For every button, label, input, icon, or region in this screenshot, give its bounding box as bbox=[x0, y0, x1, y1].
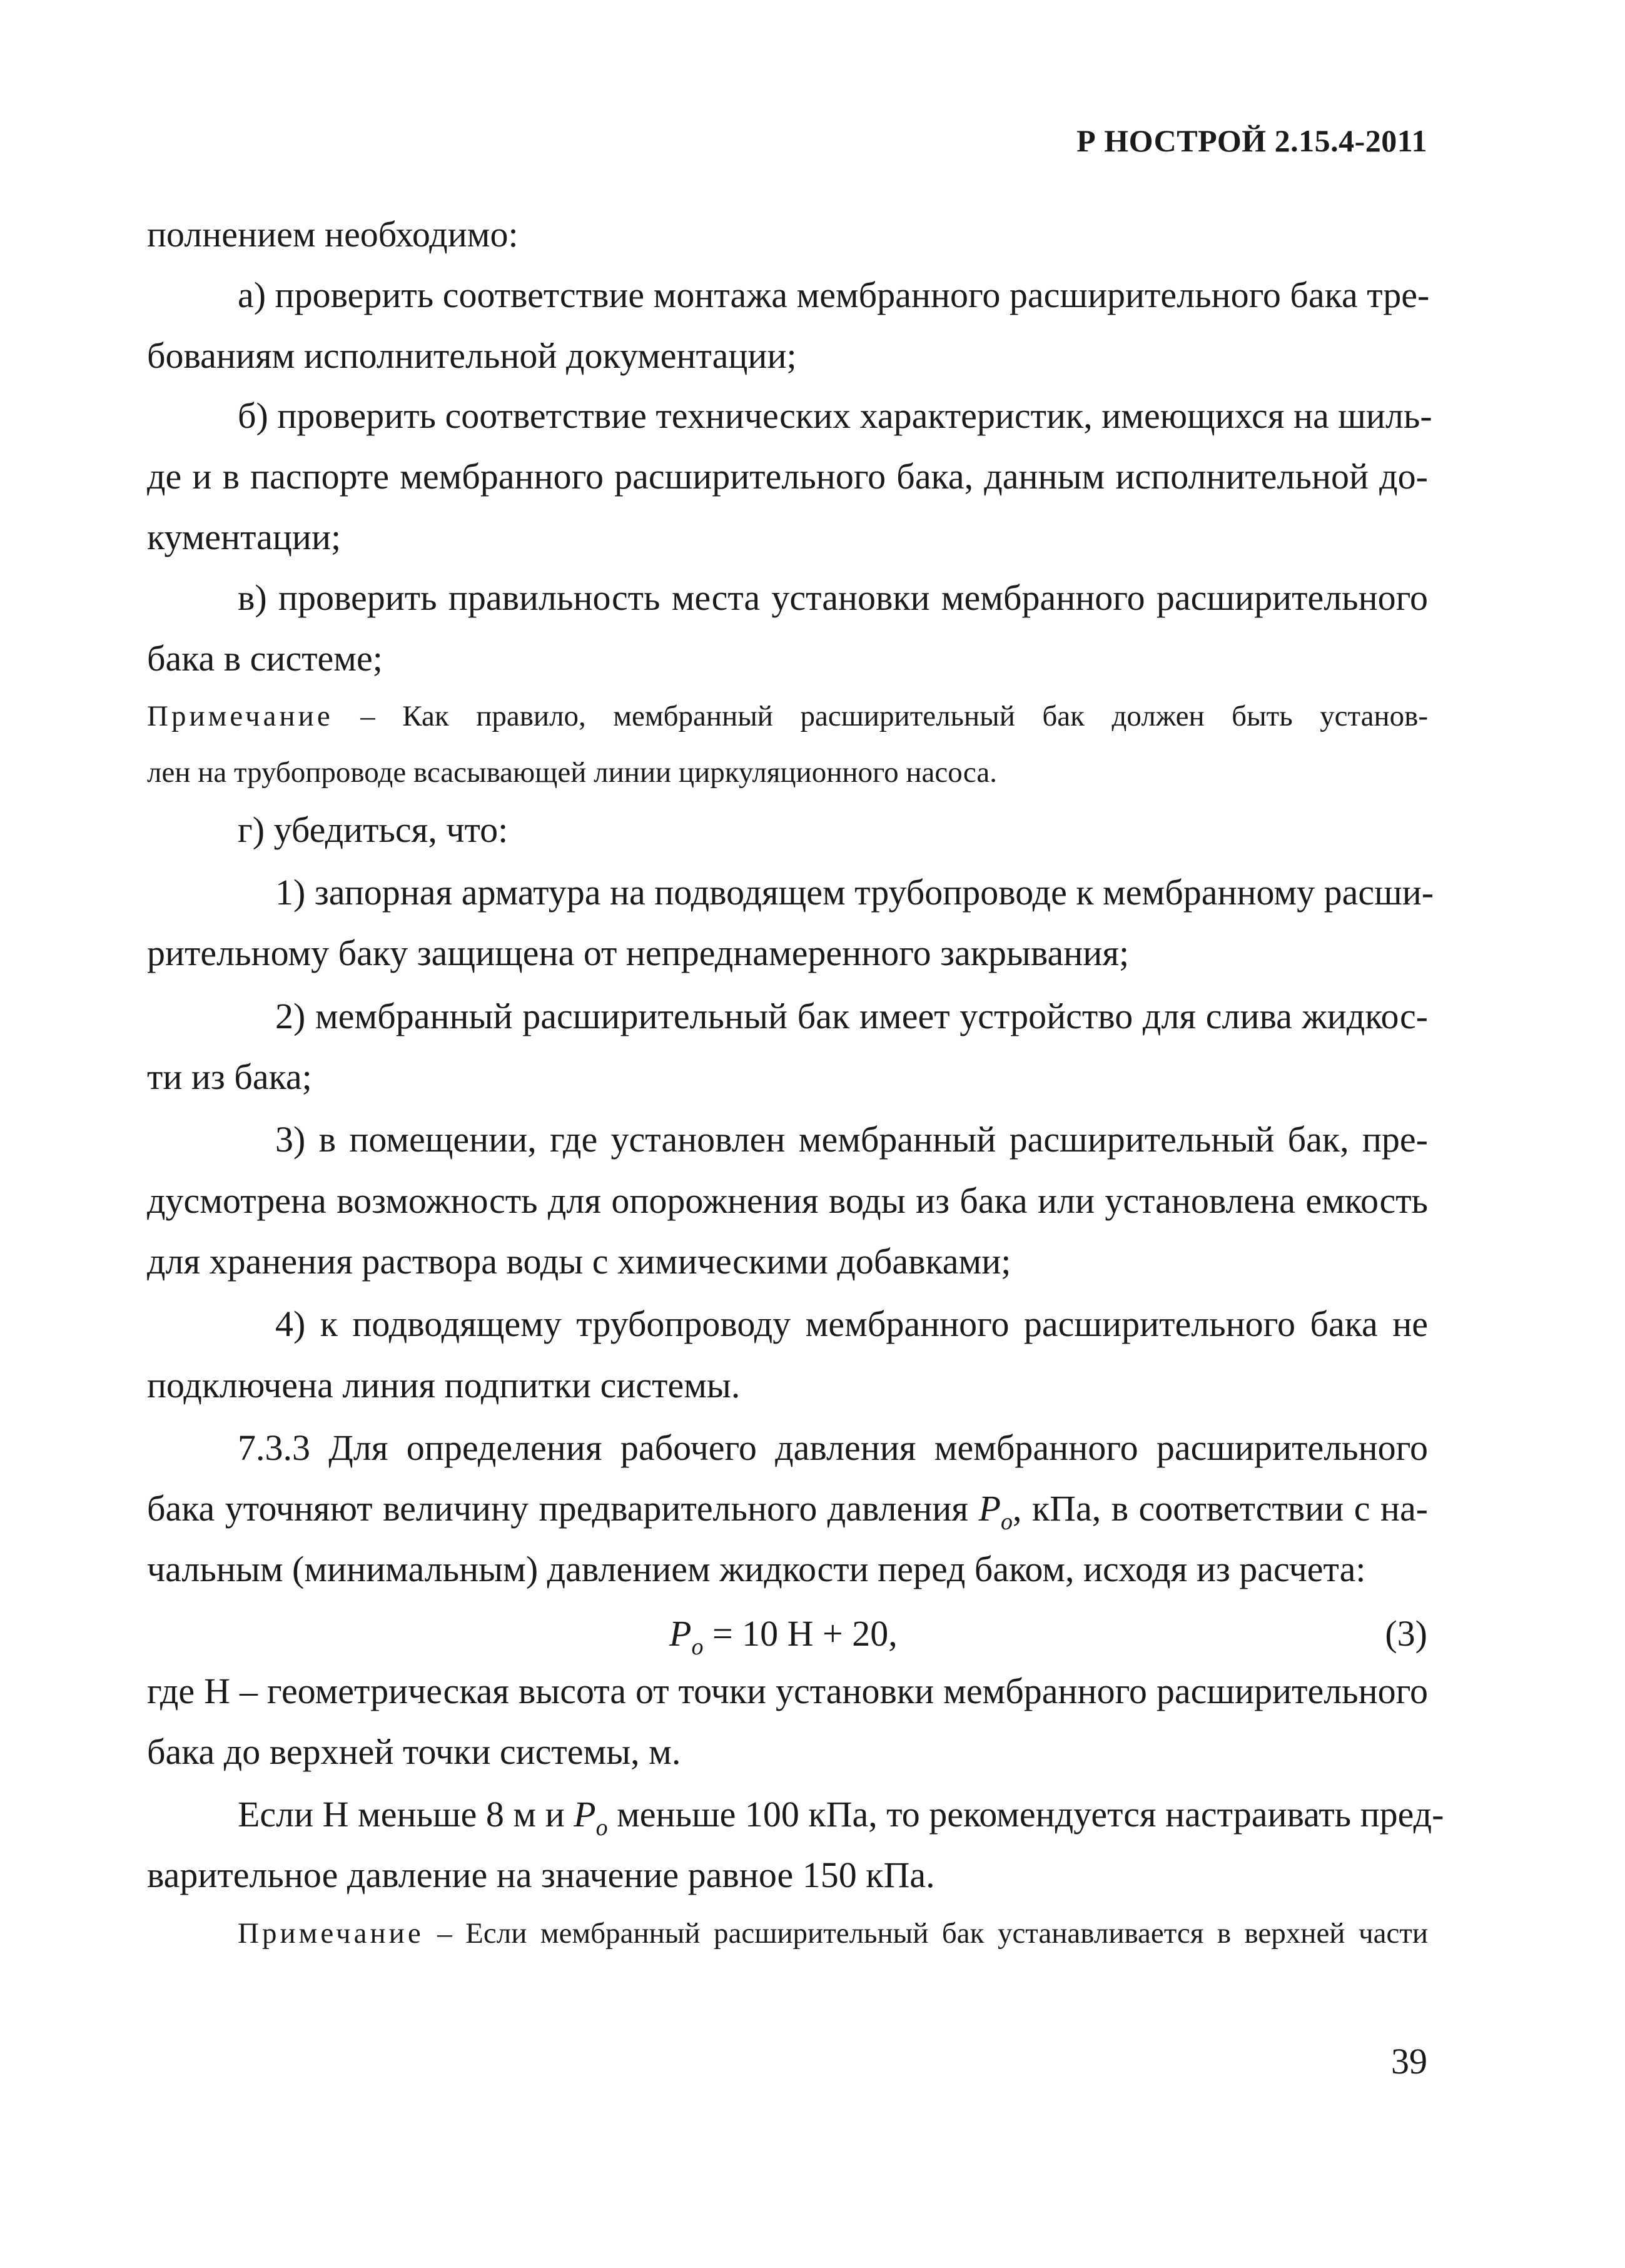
note-label: Примечание bbox=[238, 1917, 424, 1950]
pressure-subscript: o bbox=[1001, 1509, 1013, 1535]
text-line: бака до верхней точки системы, м. bbox=[147, 1731, 681, 1772]
sub-item-2-line: 2) мембранный расширительный бак имеет устройство для слива жидкос- bbox=[275, 996, 1428, 1036]
list-item-a-line: а) проверить соответствие монтажа мембранного расширительного бака тре- bbox=[238, 275, 1430, 315]
pressure-subscript: o bbox=[595, 1815, 608, 1841]
pressure-symbol: P bbox=[669, 1613, 692, 1654]
text-line: де и в паспорте мембранного расширительного бака, данным исполнительной до- bbox=[147, 456, 1428, 497]
text-line: дусмотрена возможность для опорожнения воды из бака или установлена емкость bbox=[147, 1180, 1428, 1221]
pressure-symbol: P bbox=[978, 1488, 1001, 1529]
text-line: ти из бака; bbox=[147, 1056, 312, 1097]
list-item-g-line: г) убедиться, что: bbox=[238, 809, 509, 850]
text-line: для хранения раствора воды с химическими добавками; bbox=[147, 1241, 1011, 1282]
formula-number: (3) bbox=[1385, 1613, 1427, 1654]
formula-rhs: = 10 Н + 20, bbox=[703, 1613, 898, 1654]
formula-3 bbox=[669, 1612, 898, 1661]
list-item-v-line: в) проверить правильность места установки мембранного расширительного bbox=[238, 577, 1428, 618]
document-code-header: Р НОСТРОЙ 2.15.4-2011 bbox=[1076, 123, 1427, 158]
note-line: лен на трубопроводе всасывающей линии циркуляционного насоса. bbox=[147, 756, 997, 789]
note-label: Примечание bbox=[147, 700, 333, 732]
text-line: рительному баку защищена от непреднамеренного закрывания; bbox=[147, 933, 1130, 973]
text-line: варительное давление на значение равное 150 кПа. bbox=[147, 1855, 935, 1895]
text-line: полнением необходимо: bbox=[147, 214, 519, 255]
text-line: кументации; bbox=[147, 517, 342, 557]
text-line: где Н – геометрическая высота от точки установки мембранного расширительного bbox=[147, 1671, 1428, 1711]
note-text: – Как правило, мембранный расширительный бак должен быть установ- bbox=[333, 700, 1428, 732]
text-line: бака в системе; bbox=[147, 638, 383, 679]
text-line: бака уточняют величину предварительного давления $P_o$, кПа, в соответствии с на- bbox=[147, 1488, 1428, 1535]
pressure-symbol: P bbox=[574, 1794, 596, 1835]
note-line bbox=[147, 1919, 1428, 1948]
page-number: 39 bbox=[1391, 2041, 1427, 2082]
sub-item-3-line: 3) в помещении, где установлен мембранный расширительный бак, пре- bbox=[275, 1119, 1428, 1160]
sub-item-4-line: 4) к подводящему трубопроводу мембранного расширительного бака не bbox=[275, 1304, 1428, 1344]
sub-item-1-line: 1) запорная арматура на подводящем трубопроводе к мембранному расши- bbox=[275, 872, 1434, 913]
text-line: Если Н меньше 8 м и $P_o$ меньше 100 кПа, то рекомендуется настраивать пред- bbox=[238, 1794, 1444, 1841]
pressure-subscript: o bbox=[691, 1634, 704, 1660]
text-line: бованиям исполнительной документации; bbox=[147, 335, 797, 376]
text-line: чальным (минимальным) давлением жидкости перед баком, исходя из расчета: bbox=[147, 1549, 1366, 1589]
note-text: – Если мембранный расширительный бак устанавливается в верхней части bbox=[423, 1917, 1428, 1950]
text-line: подключена линия подпитки системы. bbox=[147, 1365, 741, 1405]
list-item-b-line: б) проверить соответствие технических характеристик, имеющихся на шиль- bbox=[238, 395, 1432, 436]
clause-7-3-3-line: 7.3.3 Для определения рабочего давления мембранного расширительного bbox=[238, 1427, 1428, 1468]
note-line bbox=[147, 702, 1428, 731]
